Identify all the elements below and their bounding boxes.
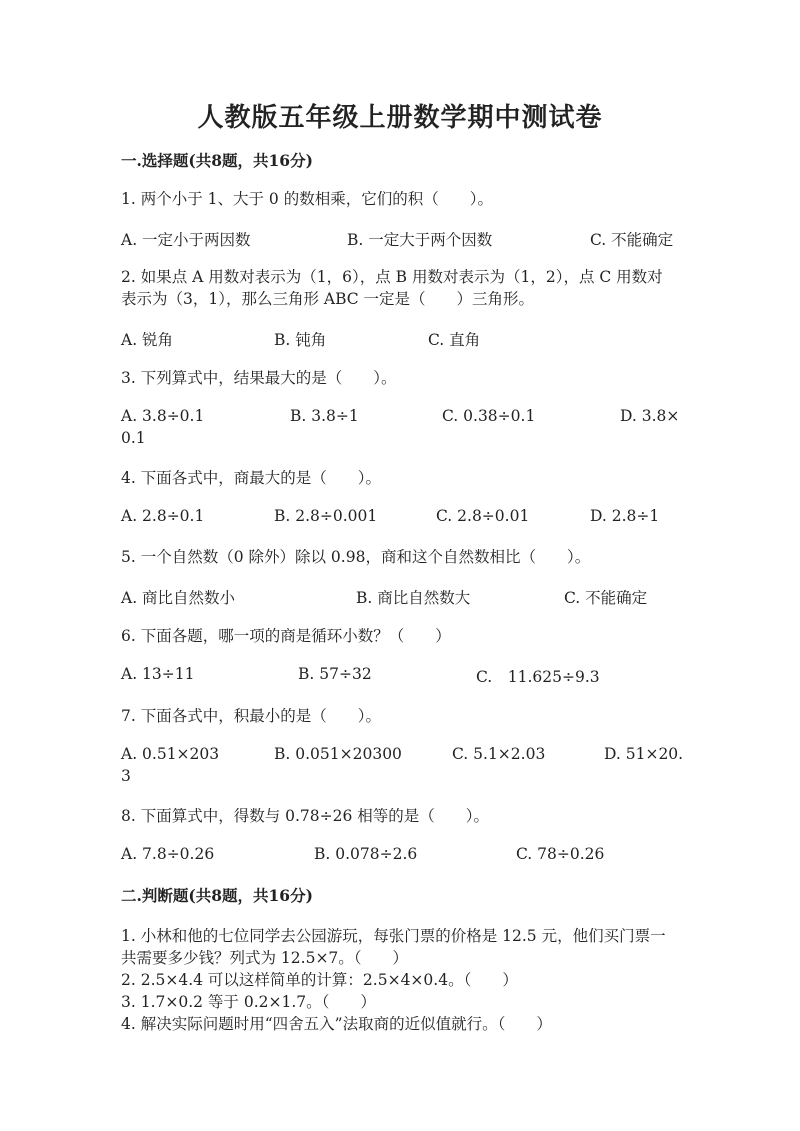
q1-option-b: B. 一定大于两个因数: [347, 231, 493, 249]
question-7: 7. 下面各式中，积最小的是（ ）。: [121, 707, 381, 725]
q7-option-d: D. 51×20.: [604, 745, 684, 763]
q3-option-c: C. 0.38÷0.1: [442, 407, 536, 425]
q3-option-b: B. 3.8÷1: [290, 407, 359, 425]
q8-option-b: B. 0.078÷2.6: [314, 845, 418, 863]
question-2-line-1: 2. 如果点 A 用数对表示为（1，6），点 B 用数对表示为（1，2），点 C 用数对: [121, 268, 663, 286]
q2-option-c: C. 直角: [428, 331, 481, 349]
judgement-1-line-2: 共需要多少钱？列式为 12.5×7。（ ）: [121, 949, 409, 967]
judgement-4: 4. 解决实际问题时用“四舍五入”法取商的近似值就行。（ ）: [121, 1015, 552, 1033]
section-heading-judgement: 二.判断题(共8题，共16分): [121, 886, 313, 905]
q3-option-d: D. 3.8×: [620, 407, 680, 425]
q1-option-a: A. 一定小于两因数: [121, 231, 251, 249]
q7-option-b: B. 0.051×20300: [274, 745, 402, 763]
q4-option-d: D. 2.8÷1: [590, 507, 660, 525]
question-6: 6. 下面各题，哪一项的商是循环小数？（ ）: [121, 627, 451, 645]
judgement-2: 2. 2.5×4.4 可以这样简单的计算：2.5×4×0.4。（ ）: [121, 971, 518, 989]
question-8: 8. 下面算式中，得数与 0.78÷26 相等的是（ ）。: [121, 807, 490, 825]
q3-option-d-wrap: 0.1: [121, 429, 146, 447]
section-heading-choice: 一.选择题(共8题，共16分): [121, 151, 313, 170]
judgement-3: 3. 1.7×0.2 等于 0.2×1.7。（ ）: [121, 993, 376, 1011]
question-3: 3. 下列算式中，结果最大的是（ ）。: [121, 369, 397, 387]
q8-option-a: A. 7.8÷0.26: [121, 845, 215, 863]
q4-option-a: A. 2.8÷0.1: [121, 507, 205, 525]
q6-option-b: B. 57÷32: [298, 665, 372, 683]
q7-option-d-wrap: 3: [121, 767, 131, 785]
q6-option-c: C. 11.625÷9.3: [476, 668, 600, 686]
q5-option-c: C. 不能确定: [564, 589, 648, 607]
question-2-line-2: 表示为（3，1），那么三角形 ABC 一定是（ ）三角形。: [121, 290, 535, 308]
q1-option-c: C. 不能确定: [590, 231, 674, 249]
q4-option-b: B. 2.8÷0.001: [274, 507, 378, 525]
question-4: 4. 下面各式中，商最大的是（ ）。: [121, 469, 381, 487]
q2-option-a: A. 锐角: [121, 331, 174, 349]
page-title: 人教版五年级上册数学期中测试卷: [197, 103, 603, 133]
q7-option-c: C. 5.1×2.03: [452, 745, 546, 763]
judgement-1-line-1: 1. 小林和他的七位同学去公园游玩，每张门票的价格是 12.5 元，他们买门票一: [121, 927, 666, 945]
question-1: 1. 两个小于 1、大于 0 的数相乘，它们的积（ ）。: [121, 190, 493, 208]
q5-option-b: B. 商比自然数大: [356, 589, 471, 607]
q2-option-b: B. 钝角: [274, 331, 327, 349]
q5-option-a: A. 商比自然数小: [121, 589, 236, 607]
question-5: 5. 一个自然数（0 除外）除以 0.98，商和这个自然数相比（ ）。: [121, 548, 591, 566]
q8-option-c: C. 78÷0.26: [516, 845, 605, 863]
q6-option-a: A. 13÷11: [121, 665, 195, 683]
q3-option-a: A. 3.8÷0.1: [121, 407, 205, 425]
q4-option-c: C. 2.8÷0.01: [436, 507, 530, 525]
q7-option-a: A. 0.51×203: [121, 745, 220, 763]
